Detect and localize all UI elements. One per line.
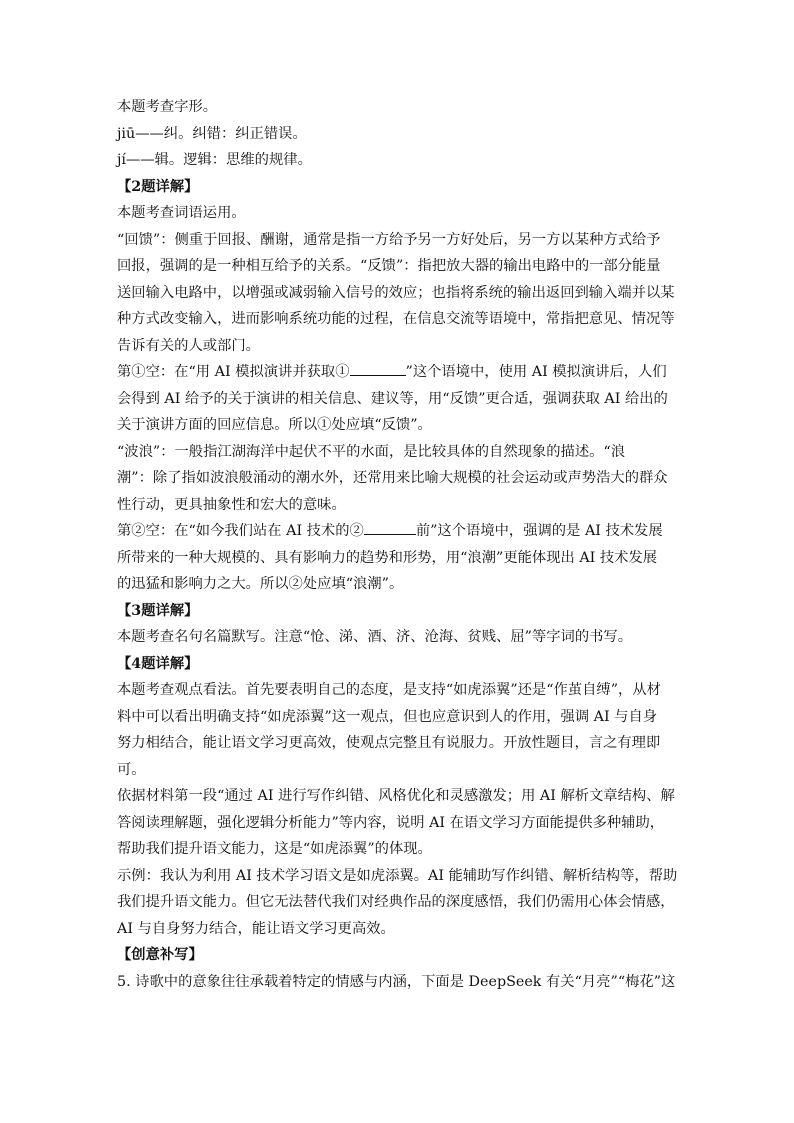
text-segment: 第②空：在“如今我们站在 AI 技术的② [117,523,364,539]
text-line: 我们提升语文能力。但它无法替代我们对经典作品的深度感悟，我们仍需用心体会情感， [117,894,675,910]
section-heading: 【创意补写】 [117,947,203,963]
section-heading: 【3题详解】 [117,602,199,619]
section-heading: 【2题详解】 [117,178,199,195]
text-segment: 前”这个语境中，强调的是 AI 技术发展 [415,523,663,539]
text-line: 5. 诗歌中的意象往往承载着特定的情感与内涵，下面是 DeepSeek 有关“月亮”“梅花”这 [117,973,676,990]
text-line: 努力相结合，能让语文学习更高效，使观点完整且有说服力。开放性题目，言之有理即 [117,735,661,751]
text-line: 依据材料第一段“通过 AI 进行写作纠错、风格优化和灵感激发；用 AI 解析文章结构、解 [117,788,675,804]
text-line: 本题考查词语运用。 [117,205,246,221]
text-segment: ”这个语境中，使用 AI 模拟演讲后，人们 [405,364,667,380]
text-line: “回馈”：侧重于回报、酬谢，通常是指一方给予另一方好处后，另一方以某种方式给予 [117,231,661,248]
text-line: 本题考查观点看法。首先要表明自己的态度，是支持“如虎添翼”还是“作茧自缚”，从材 [117,682,661,698]
text-line [117,518,679,545]
text-line: 回报，强调的是一种相互给予的关系。“反馈”：指把放大器的输出电路中的一部分能量 [117,258,661,274]
fill-in-blank [350,361,406,376]
document-page [117,94,679,995]
text-line: 帮助我们提升语文能力，这是“如虎添翼”的体现。 [117,841,432,857]
text-line: 答阅读理解题，强化逻辑分析能力”等内容，说明 AI 在语文学习方面能提供多种辅助， [117,814,665,831]
document-body [117,94,679,995]
text-line: AI 与自身努力结合，能让语文学习更高效。 [117,920,395,937]
text-segment: 第①空：在“用 AI 模拟演讲并获取① [117,364,350,380]
section-heading: 【4题详解】 [117,655,199,672]
text-line: 种方式改变输入，进而影响系统功能的过程，在信息交流等语境中，常指把意见、情况等 [117,311,675,327]
text-line: 送回输入电路中，以增强或减弱输入信号的效应；也指将系统的输出返回到输入端并以某 [117,284,675,301]
text-line: 告诉有关的人或部门。 [117,337,260,354]
text-line: 性行动，更具抽象性和宏大的意味。 [117,496,346,513]
text-line: 本题考查字形。 [117,99,218,115]
text-line: “波浪”：一般指江湖海洋中起伏不平的水面，是比较具体的自然现象的描述。“浪 [117,443,626,460]
text-line: 示例：我认为利用 AI 技术学习语文是如虎添翼。AI 能辅助写作纠错、解析结构等，帮助 [117,867,678,884]
text-line: 本题考查名句名篇默写。注意“怆、涕、酒、济、沧海、贫贱、屈”等字词的书写。 [117,629,633,645]
text-line: 可。 [117,761,146,778]
fill-in-blank [364,520,416,535]
text-line: 会得到 AI 给予的关于演讲的相关信息、建议等，用“反馈”更合适，强调获取 AI 给出的 [117,390,668,407]
text-line: 料中可以看出明确支持“如虎添翼”这一观点，但也应意识到人的作用，强调 AI 与自身 [117,708,658,725]
text-line [117,359,679,386]
text-line: 所带来的一种大规模的、具有影响力的趋势和形势，用“浪潮”更能体现出 AI 技术发展 [117,549,658,566]
text-line: jí——辑。逻辑：思维的规律。 [117,152,312,168]
text-line: 关于演讲方面的回应信息。所以①处应填“反馈”。 [117,417,432,433]
text-line: jiū——纠。纠错：纠正错误。 [117,125,307,142]
text-line: 潮”：除了指如波浪般涌动的潮水外，还常用来比喻大规模的社会运动或声势浩大的群众 [117,470,668,486]
text-line: 的迅猛和影响力之大。所以②处应填“浪潮”。 [117,576,404,592]
